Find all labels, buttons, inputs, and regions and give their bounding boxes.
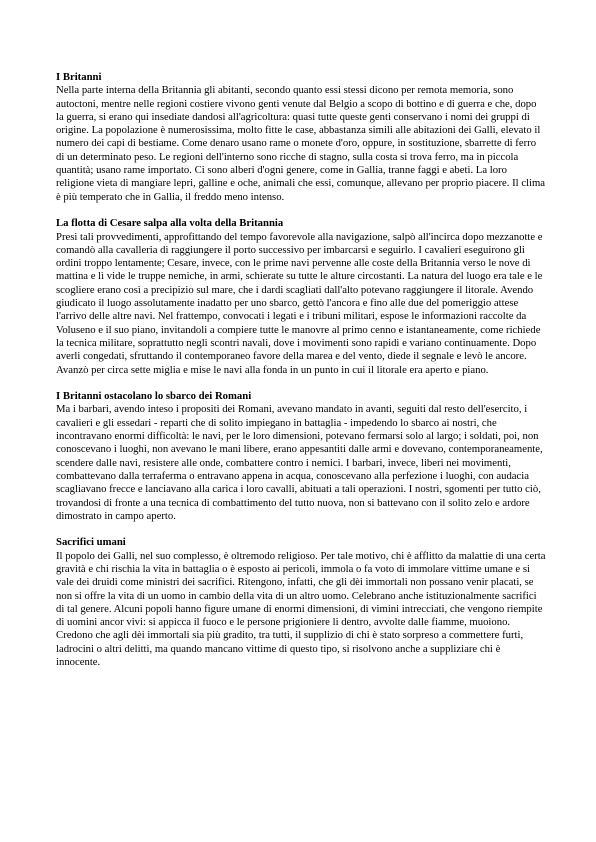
section-britanni	[56, 71, 546, 204]
section-paragraph: Nella parte interna della Britannia gli abitanti, secondo quanto essi stessi dicono per remota memoria, sono autoctoni, mentre nelle regioni costiere vivono genti venute dal Belgio a scopo di bottino e di guerra e che, dopo la guerra, si erano qui insediate dandosi all'agricoltura: quasi tutte queste genti conservano i nomi dei gruppi di origine. La popolazione è numerosissima, molto fitte le case, abbastanza simili alle abitazioni dei Galli, elevato il numero dei capi di bestiame. Come denaro usano rame o monete d'oro, oppure, in sostituzione, sbarrette di ferro di un determinato peso. Le regioni dell'interno sono ricche di stagno, sulla costa si trova ferro, ma in piccola quantità; usano rame importato. Ci sono alberi d'ogni genere, come in Gallia, tranne faggi e abeti. La loro religione vieta di mangiare lepri, galline e oche, animali che essi, comunque, allevano per proprio piacere. Il clima è più temperato che in Gallia, il freddo meno intenso.	[56, 84, 546, 203]
section-paragraph: Presi tali provvedimenti, approfittando del tempo favorevole alla navigazione, salpò all'incirca dopo mezzanotte e comandò alla cavalleria di raggiungere il porto successivo per imbarcarsi e seguirlo. I cavalieri eseguirono gli ordini troppo lentamente; Cesare, invece, con le prime navi pervenne alle coste della Britannia verso le nove di mattina e lì vide le truppe nemiche, in armi, schierate su tutte le alture circostanti. La natura del luogo era tale e le scogliere erano così a precipizio sul mare, che i dardi scagliati dall'alto potevano raggiungere il litorale. Avendo giudicato il luogo assolutamente inadatto per uno sbarco, gettò l'ancora e fino alle due del pomeriggio attese l'arrivo delle altre navi. Nel frattempo, convocati i legati e i tribuni militari, espose le informazioni raccolte da Voluseno e il suo piano, invitandoli a compiere tutte le manovre al primo cenno e istantaneamente, come richiede la tecnica militare, soprattutto negli scontri navali, dove i movimenti sono rapidi e variano continuamente. Dopo averli congedati, sfruttando il contemporaneo favore della marea e del vento, diede il segnale e levò le ancore. Avanzò per circa sette miglia e mise le navi alla fonda in un punto in cui il litorale era aperto e piano.	[56, 230, 543, 376]
section-sacrifici-umani	[56, 536, 546, 669]
section-flotta-cesare	[56, 217, 546, 377]
document-page	[56, 71, 546, 683]
section-title: Sacrifici umani	[56, 536, 126, 549]
section-paragraph: Ma i barbari, avendo inteso i propositi dei Romani, avevano mandato in avanti, seguiti dal resto dell'esercito, i cavalieri e gli essedari - reparti che di solito impiegano in battaglia - impedendo lo sbarco ai nostri, che incontravano enormi difficoltà: le navi, per le loro dimensioni, potevano fermarsi solo al largo; i soldati, poi, non conoscevano i luoghi, non avevano le mani libere, erano appesantiti dalle armi e dovevano, contemporaneamente, scendere dalle navi, resistere alle onde, combattere contro i nemici. I barbari, invece, liberi nei movimenti, combattevano dalla terraferma o entravano appena in acqua, conoscevano alla perfezione i luoghi, con audacia scagliavano frecce e lanciavano alla carica i loro cavalli, abituati a tali operazioni. I nostri, sgomenti per tutto ciò, trovandosi di fronte a una tecnica di combattimento del tutto nuova, non si battevano con il solito zelo e ardore dimostrato in campo aperto.	[56, 403, 543, 522]
section-sbarco-romani	[56, 390, 546, 523]
section-paragraph: Il popolo dei Galli, nel suo complesso, è oltremodo religioso. Per tale motivo, chi è afflitto da malattie di una certa gravità e chi rischia la vita in battaglia o è esposto ai pericoli, immola o fa voto di immolare vittime umane e si vale dei druidi come ministri dei sacrifici. Ritengono, infatti, che gli dèi immortali non possano venir placati, se non si offre la vita di un uomo in cambio della vita di un altro uomo. Celebrano anche istituzionalmente sacrifici di tal genere. Alcuni popoli hanno figure umane di enormi dimensioni, di vimini intrecciati, che vengono riempite di uomini ancor vivi: si appicca il fuoco e le persone prigioniere li dentro, avvolte dalle fiamme, muoiono. Credono che agli dèi immortali sia più gradito, tra tutti, il supplizio di chi è stato sorpreso a commettere furti, ladrocini o altri delitti, ma quando mancano vittime di questo tipo, si risolvono anche a suppliziare chi è innocente.	[56, 549, 546, 669]
section-title: I Britanni	[56, 71, 102, 83]
section-title: I Britanni ostacolano lo sbarco dei Romani	[56, 390, 252, 403]
section-title: La flotta di Cesare salpa alla volta della Britannia	[56, 217, 284, 230]
